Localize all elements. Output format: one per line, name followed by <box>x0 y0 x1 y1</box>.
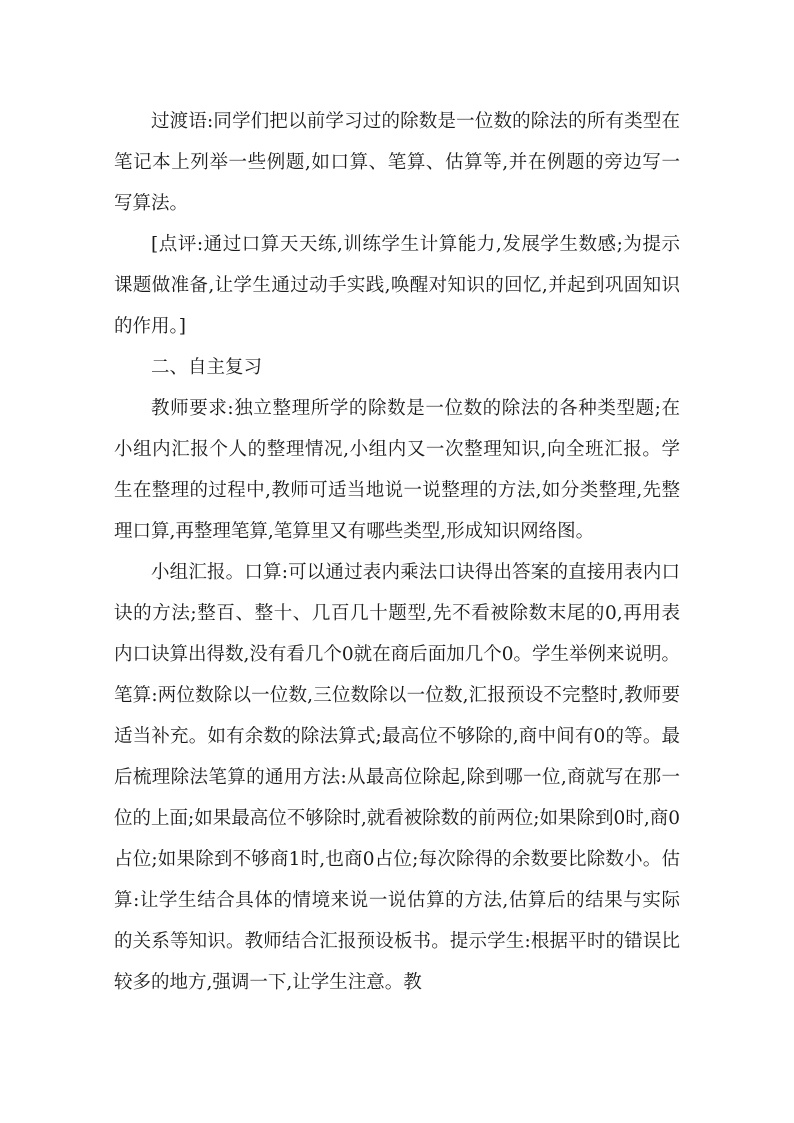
document-body <box>114 101 680 1003</box>
section-heading: 二、自主复习 <box>151 357 263 378</box>
paragraph-comment: [点评:通过口算天天练,训练学生计算能力,发展学生数感;为提示课题做准备,让学生通过动手实践,唤醒对知识的回忆,并起到巩固知识的作用。] <box>114 234 680 337</box>
paragraph-teacher-requirement: 教师要求:独立整理所学的除数是一位数的除法的各种类型题;在小组内汇报个人的整理情况,小组内又一次整理知识,向全班汇报。学生在整理的过程中,教师可适当地说一说整理的方法,如分类整理,先整理口算,再整理笔算,笔算里又有哪些类型,形成知识网络图。 <box>114 398 680 542</box>
paragraph-group-report: 小组汇报。口算:可以通过表内乘法口诀得出答案的直接用表内口诀的方法;整百、整十、几百几十题型,先不看被除数末尾的0,再用表内口诀算出得数,没有看几个0就在商后面加几个0。学生举例来说明。笔算:两位数除以一位数,三位数除以一位数,汇报预设不完整时,教师要适当补充。如有余数的除法算式;最高位不够除的,商中间有0的等。最后梳理除法笔算的通用方法:从最高位除起,除到哪一位,商就写在那一位的上面;如果最高位不够除时,就看被除数的前两位;如果除到0时,商0占位;如果除到不够商1时,也商0占位;每次除得的余数要比除数小。估算:让学生结合具体的情境来说一说估算的方法,估算后的结果与实际的关系等知识。教师结合汇报预设板书。提示学生:根据平时的错误比较多的地方,强调一下,让学生注意。教 <box>114 562 680 993</box>
paragraph-transition: 过渡语:同学们把以前学习过的除数是一位数的除法的所有类型在笔记本上列举一些例题,如口算、笔算、估算等,并在例题的旁边写一写算法。 <box>114 111 680 214</box>
